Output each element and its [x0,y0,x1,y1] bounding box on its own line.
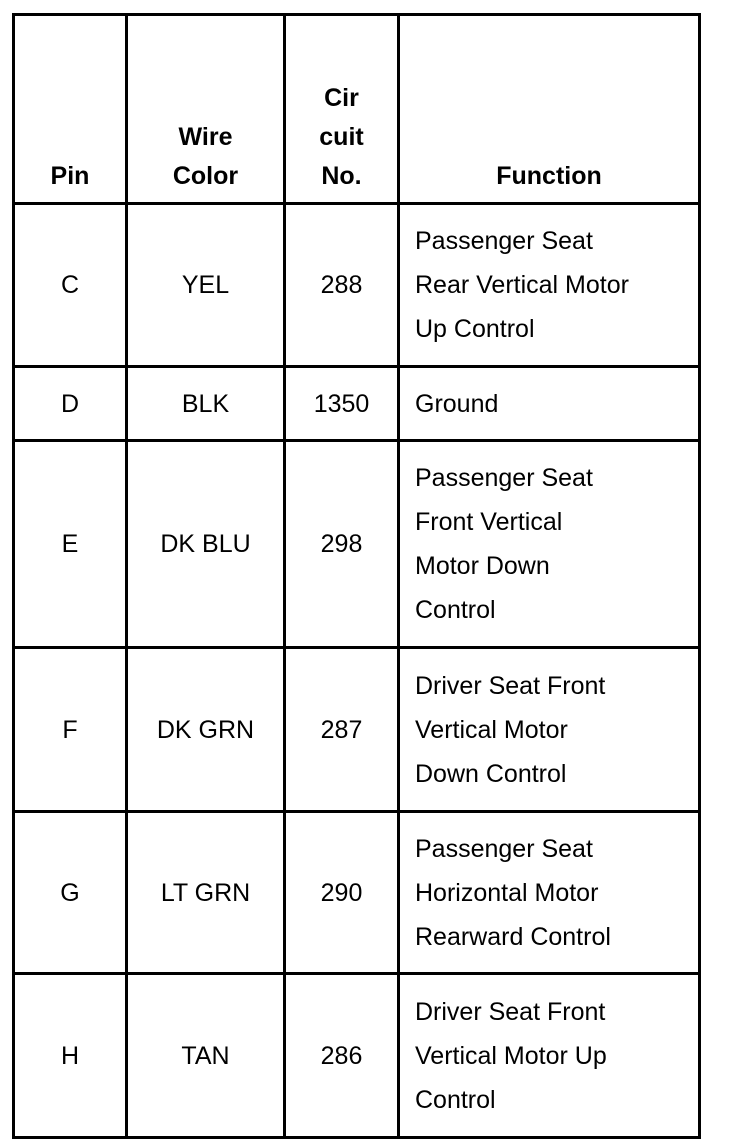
pin-cell: E [14,441,127,648]
wire-color-cell: LT GRN [127,812,285,974]
function-cell: Passenger Seat Horizontal Motor Rearward Control [399,812,700,974]
circuit-cell: 286 [285,974,399,1138]
pin-cell: C [14,204,127,367]
circuit-cell: 1350 [285,367,399,441]
function-cell: Driver Seat Front Vertical Motor Up Control [399,974,700,1138]
pin-cell: D [14,367,127,441]
table-row [14,648,700,812]
wire-color-cell: TAN [127,974,285,1138]
function-cell: Passenger Seat Rear Vertical Motor Up Control [399,204,700,367]
header-wire-color: Wire Color [127,15,285,204]
circuit-cell: 288 [285,204,399,367]
table-row [14,367,700,441]
circuit-cell: 287 [285,648,399,812]
table-row [14,974,700,1138]
table-row [14,204,700,367]
header-pin: Pin [14,15,127,204]
connector-pin-table [12,13,701,1139]
function-cell: Ground [399,367,700,441]
circuit-cell: 298 [285,441,399,648]
pin-cell: G [14,812,127,974]
header-circuit-no: Cir cuit No. [285,15,399,204]
wire-color-cell: YEL [127,204,285,367]
pin-cell: H [14,974,127,1138]
pin-cell: F [14,648,127,812]
table-header-row [14,15,700,204]
circuit-cell: 290 [285,812,399,974]
function-cell: Driver Seat Front Vertical Motor Down Control [399,648,700,812]
table-row [14,812,700,974]
wire-color-cell: DK GRN [127,648,285,812]
header-function: Function [399,15,700,204]
function-cell: Passenger Seat Front Vertical Motor Down Control [399,441,700,648]
wire-color-cell: DK BLU [127,441,285,648]
wire-color-cell: BLK [127,367,285,441]
table-row [14,441,700,648]
